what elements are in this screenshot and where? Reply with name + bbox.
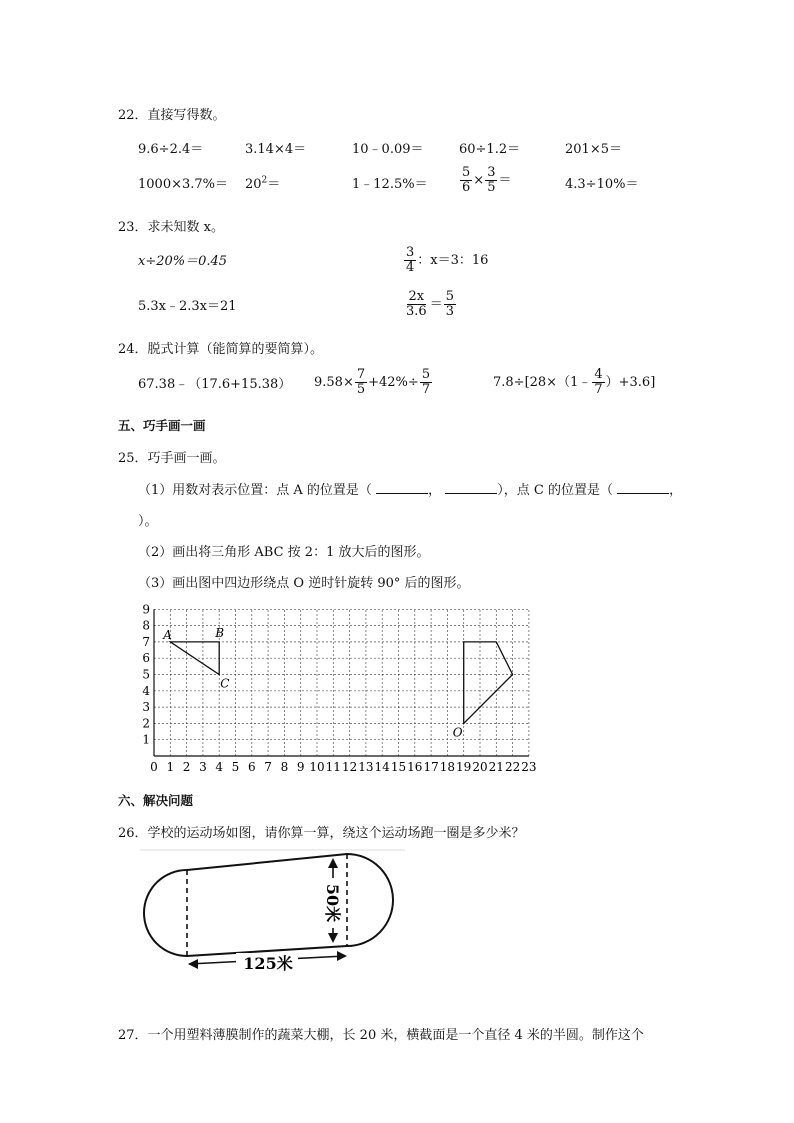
x-tick-label: 0 xyxy=(150,760,158,774)
x-tick-label: 18 xyxy=(439,760,456,774)
power-exp: 2 xyxy=(261,175,268,186)
q22-r2-c2 xyxy=(245,173,280,192)
track-diagram xyxy=(140,848,405,978)
point-o-label: O xyxy=(452,725,463,740)
x-tick-label: 11 xyxy=(325,760,341,774)
q22-r2-c4: $\frac{5}{6}$ × $\frac{3}{5}$ ＝ xyxy=(462,165,512,195)
q24-e3: 7.8÷[28×（1﹣ $\frac{4}{7}$ ）+3.6] xyxy=(493,367,656,397)
q23-eq3: 5.3x﹣2.3x＝21 xyxy=(138,299,237,314)
length-label: 125米 xyxy=(243,954,293,973)
q22-r1-c5: 201×5＝ xyxy=(565,142,622,157)
x-tick-label: 19 xyxy=(456,760,472,774)
answer-blank[interactable] xyxy=(376,481,428,494)
y-tick-label: 1 xyxy=(142,732,150,747)
width-label: 50米 xyxy=(323,883,342,923)
y-tick-label: 6 xyxy=(142,651,150,666)
q25-part1-end: ）。 xyxy=(138,514,158,529)
quadrilateral xyxy=(464,642,513,724)
q22-r1-c3: 10﹣0.09＝ xyxy=(352,142,424,157)
q24-e1: 67.38﹣（17.6+15.38） xyxy=(138,377,292,392)
section-6-title: 六、解决问题 xyxy=(118,793,194,808)
x-tick-label: 20 xyxy=(472,760,488,774)
q23-eq2: $\frac{3}{4}$ ：x＝3：16 xyxy=(406,245,489,275)
point-b-label: B xyxy=(215,625,225,640)
answer-blank[interactable] xyxy=(617,481,669,494)
fraction: $\frac{5}{6}$ xyxy=(462,165,471,195)
answer-blank[interactable] xyxy=(445,481,497,494)
x-tick-label: 22 xyxy=(504,760,521,774)
x-tick-label: 3 xyxy=(199,760,207,774)
y-tick-label: 5 xyxy=(142,667,150,682)
x-tick-label: 10 xyxy=(309,760,325,774)
y-tick-label: 2 xyxy=(142,716,150,731)
x-tick-label: 7 xyxy=(264,760,272,774)
q23-eq4: $\frac{2x}{3.6}$ ＝ $\frac{5}{3}$ xyxy=(406,289,454,319)
x-tick-label: 15 xyxy=(390,760,407,774)
y-tick-label: 4 xyxy=(142,683,150,698)
x-tick-label: 1 xyxy=(166,760,175,774)
grid-ticks xyxy=(142,602,536,774)
x-tick-label: 12 xyxy=(341,760,358,774)
q25-part3: （3）画出图中四边形绕点 O 逆时针旋转 90° 后的图形。 xyxy=(138,576,470,591)
q22-title: 22．直接写得数。 xyxy=(118,108,226,123)
y-tick-label: 7 xyxy=(142,634,150,649)
q22-r2-c1: 1000×3.7%＝ xyxy=(138,177,229,192)
q25-title: 25．巧手画一画。 xyxy=(118,451,226,466)
power-eq: ＝ xyxy=(267,177,281,192)
q22-r2-c5: 4.3÷10%＝ xyxy=(565,177,639,192)
q25-part1: （1）用数对表示位置：点 A 的位置是（ ， ），点 C 的位置是（ ， xyxy=(138,483,683,498)
y-tick-label: 8 xyxy=(142,618,150,633)
q23-eq1: x÷20%＝0.45 xyxy=(138,254,228,269)
fraction: $\frac{3}{5}$ xyxy=(487,165,496,195)
x-tick-label: 6 xyxy=(247,760,256,774)
x-tick-label: 4 xyxy=(215,760,224,774)
point-a-label: A xyxy=(163,627,172,642)
q24-e2: 9.58× $\frac{7}{5}$ +42%÷ $\frac{5}{7}$ xyxy=(314,367,431,397)
q24-title: 24．脱式计算（能简算的要简算）。 xyxy=(118,342,324,357)
q26-title: 26．学校的运动场如图，请你算一算，绕这个运动场跑一圈是多少米？ xyxy=(118,826,525,841)
q22-r1-c2: 3.14×4＝ xyxy=(245,142,307,157)
power-base: 20 xyxy=(245,177,262,192)
x-tick-label: 14 xyxy=(374,760,390,774)
y-tick-label: 9 xyxy=(142,602,150,617)
coordinate-grid xyxy=(140,598,570,778)
q27-title: 27．一个用塑料薄膜制作的蔬菜大棚，长 20 米，横截面是一个直径 4 米的半圆。制作这个 xyxy=(118,1028,644,1043)
q22-r1-c1: 9.6÷2.4＝ xyxy=(138,142,204,157)
grid-shapes xyxy=(162,626,512,740)
x-tick-label: 21 xyxy=(488,760,504,774)
grid-lines xyxy=(154,609,529,756)
x-tick-label: 5 xyxy=(231,760,240,774)
x-tick-label: 8 xyxy=(280,760,289,774)
x-tick-label: 17 xyxy=(423,760,439,774)
q22-r1-c4: 60÷1.2＝ xyxy=(459,142,521,157)
point-c-label: C xyxy=(220,676,230,691)
q22-r2-c3: 1﹣12.5%＝ xyxy=(352,177,428,192)
x-tick-label: 9 xyxy=(296,760,305,774)
q25-part2: （2）画出将三角形 ABC 按 2：1 放大后的图形。 xyxy=(138,545,430,560)
x-tick-label: 13 xyxy=(358,760,374,774)
x-tick-label: 2 xyxy=(182,760,191,774)
q23-title: 23．求未知数 x。 xyxy=(118,220,225,235)
y-tick-label: 3 xyxy=(142,700,150,715)
x-tick-label: 16 xyxy=(407,760,423,774)
x-tick-label: 23 xyxy=(521,760,537,774)
section-5-title: 五、巧手画一画 xyxy=(118,418,206,433)
